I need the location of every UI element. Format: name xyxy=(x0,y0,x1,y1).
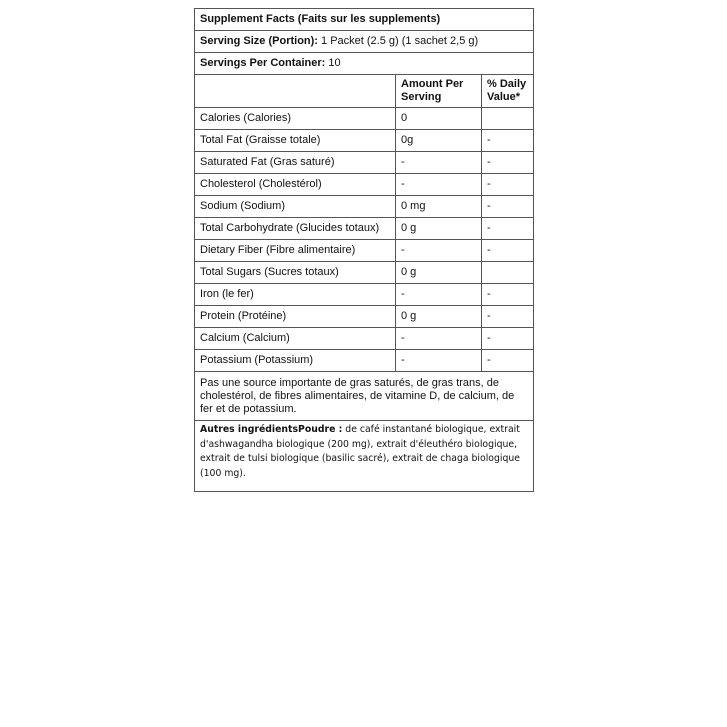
facts-title: Supplement Facts (Faits sur les supplements) xyxy=(200,13,441,25)
daily-header-line2: Value* xyxy=(487,91,521,103)
footnote-text: Pas une source importante de gras saturés, de gras trans, de cholestérol, de fibres alimentaires, de vitamine D, de calcium, de fer et de potassium. xyxy=(195,372,534,421)
nutrient-daily-value: - xyxy=(482,328,534,350)
column-header-blank xyxy=(195,75,396,108)
nutrient-daily-value xyxy=(482,108,534,130)
nutrient-row xyxy=(195,284,534,306)
nutrient-row xyxy=(195,196,534,218)
nutrient-name: Total Fat (Graisse totale) xyxy=(195,130,396,152)
nutrient-row xyxy=(195,108,534,130)
serving-size-row xyxy=(195,31,534,53)
nutrient-daily-value: - xyxy=(482,284,534,306)
nutrient-row xyxy=(195,350,534,372)
nutrient-name: Iron (le fer) xyxy=(195,284,396,306)
nutrient-row xyxy=(195,174,534,196)
nutrient-daily-value: - xyxy=(482,306,534,328)
nutrient-name: Total Carbohydrate (Glucides totaux) xyxy=(195,218,396,240)
nutrient-amount: - xyxy=(396,152,482,174)
nutrient-amount: 0 g xyxy=(396,306,482,328)
nutrient-name: Total Sugars (Sucres totaux) xyxy=(195,262,396,284)
nutrient-row xyxy=(195,130,534,152)
nutrient-name: Protein (Protéine) xyxy=(195,306,396,328)
nutrient-daily-value: - xyxy=(482,130,534,152)
nutrient-name: Cholesterol (Cholestérol) xyxy=(195,174,396,196)
amount-header-line2: Serving xyxy=(401,91,442,103)
ingredients-cell xyxy=(195,421,534,492)
nutrient-row xyxy=(195,152,534,174)
daily-header-line1: % Daily xyxy=(487,78,527,90)
nutrient-amount: 0 g xyxy=(396,262,482,284)
nutrient-daily-value: - xyxy=(482,196,534,218)
nutrient-amount: - xyxy=(396,240,482,262)
nutrient-name: Dietary Fiber (Fibre alimentaire) xyxy=(195,240,396,262)
nutrient-name: Saturated Fat (Gras saturé) xyxy=(195,152,396,174)
supplement-facts-table xyxy=(194,8,534,492)
nutrient-row xyxy=(195,218,534,240)
column-header-row xyxy=(195,75,534,108)
nutrient-name: Calcium (Calcium) xyxy=(195,328,396,350)
nutrient-amount: 0 xyxy=(396,108,482,130)
serving-size-cell xyxy=(195,31,534,53)
title-row xyxy=(195,9,534,31)
nutrient-name: Calories (Calories) xyxy=(195,108,396,130)
nutrient-daily-value: - xyxy=(482,350,534,372)
nutrient-row xyxy=(195,328,534,350)
nutrient-amount: 0 g xyxy=(396,218,482,240)
nutrient-daily-value xyxy=(482,262,534,284)
nutrient-amount: 0 mg xyxy=(396,196,482,218)
nutrient-amount: - xyxy=(396,350,482,372)
nutrient-daily-value: - xyxy=(482,174,534,196)
footnote-row xyxy=(195,372,534,421)
servings-row xyxy=(195,53,534,75)
facts-title-cell xyxy=(195,9,534,31)
nutrient-amount: - xyxy=(396,284,482,306)
servings-cell xyxy=(195,53,534,75)
column-header-amount xyxy=(396,75,482,108)
nutrient-amount: 0g xyxy=(396,130,482,152)
nutrient-daily-value: - xyxy=(482,152,534,174)
ingredients-label: Autres ingrédientsPoudre : xyxy=(200,424,343,435)
nutrient-row xyxy=(195,240,534,262)
servings-label: Servings Per Container: xyxy=(200,57,326,69)
nutrient-row xyxy=(195,306,534,328)
nutrient-name: Sodium (Sodium) xyxy=(195,196,396,218)
servings-value: 10 xyxy=(328,57,341,69)
serving-size-label: Serving Size (Portion): xyxy=(200,35,318,47)
column-header-daily-value xyxy=(482,75,534,108)
nutrient-row xyxy=(195,262,534,284)
nutrient-amount: - xyxy=(396,328,482,350)
nutrient-name: Potassium (Potassium) xyxy=(195,350,396,372)
ingredients-row xyxy=(195,421,534,492)
serving-size-value: 1 Packet (2.5 g) (1 sachet 2,5 g) xyxy=(321,35,479,47)
nutrient-daily-value: - xyxy=(482,218,534,240)
nutrient-daily-value: - xyxy=(482,240,534,262)
amount-header-line1: Amount Per xyxy=(401,78,464,90)
nutrient-amount: - xyxy=(396,174,482,196)
ingredients-text: de café instantané biologique, extrait d'ashwagandha biologique (200 mg), extrait d'éleuthéro biologique, extrait de tulsi biologique (basilic sacré), extrait de chaga biologique (100 mg). xyxy=(200,424,520,479)
